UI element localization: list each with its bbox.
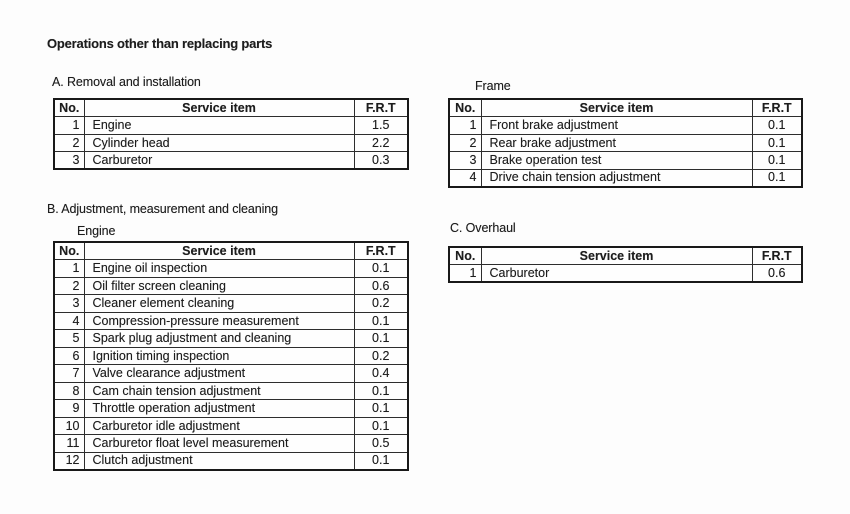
table-row [54,400,408,418]
column-header-item: Service item [481,99,752,117]
cell-no: 9 [54,400,84,418]
table-header-row [449,99,802,117]
cell-item: Carburetor idle adjustment [84,417,354,435]
cell-item: Rear brake adjustment [481,134,752,152]
cell-item: Engine [84,117,354,135]
cell-no: 2 [54,134,84,152]
cell-item: Ignition timing inspection [84,347,354,365]
subheading-frame: Frame [475,79,511,93]
cell-frt: 0.2 [354,295,408,313]
cell-item: Cleaner element cleaning [84,295,354,313]
table-row [54,117,408,135]
cell-frt: 0.4 [354,365,408,383]
table-row [449,169,802,187]
cell-item: Front brake adjustment [481,117,752,135]
adjustment-table [53,241,409,471]
overhaul-table [448,246,803,283]
column-header-frt: F.R.T [752,99,802,117]
cell-frt: 0.6 [354,277,408,295]
table-row [54,260,408,278]
table-row [449,117,802,135]
table-row [54,347,408,365]
cell-no: 1 [54,117,84,135]
cell-frt: 0.1 [354,330,408,348]
cell-no: 1 [449,117,481,135]
cell-no: 12 [54,452,84,470]
cell-frt: 0.1 [354,260,408,278]
cell-frt: 0.6 [752,265,802,283]
table-row [449,134,802,152]
cell-no: 8 [54,382,84,400]
cell-no: 4 [449,169,481,187]
table-row [54,312,408,330]
cell-no: 4 [54,312,84,330]
cell-item: Oil filter screen cleaning [84,277,354,295]
table-row [54,277,408,295]
table-row [449,152,802,170]
section-heading-removal: A. Removal and installation [52,75,201,89]
column-header-item: Service item [84,242,354,260]
removal-table [53,98,409,170]
cell-item: Throttle operation adjustment [84,400,354,418]
cell-no: 10 [54,417,84,435]
cell-frt: 0.1 [354,452,408,470]
table-row [54,134,408,152]
cell-frt: 0.1 [752,169,802,187]
cell-item: Engine oil inspection [84,260,354,278]
section-heading-overhaul: C. Overhaul [450,221,516,235]
cell-no: 6 [54,347,84,365]
cell-no: 1 [54,260,84,278]
table-row [54,382,408,400]
column-header-no: No. [54,242,84,260]
column-header-no: No. [449,99,481,117]
column-header-item: Service item [481,247,752,265]
column-header-item: Service item [84,99,354,117]
cell-item: Carburetor [84,152,354,170]
column-header-frt: F.R.T [752,247,802,265]
table-header-row [54,99,408,117]
cell-frt: 0.1 [752,117,802,135]
cell-item: Cylinder head [84,134,354,152]
cell-no: 3 [54,152,84,170]
cell-no: 2 [54,277,84,295]
cell-no: 1 [449,265,481,283]
table-header-row [54,242,408,260]
table-row [54,152,408,170]
cell-item: Compression-pressure measurement [84,312,354,330]
cell-frt: 0.1 [354,312,408,330]
cell-item: Valve clearance adjustment [84,365,354,383]
cell-no: 11 [54,435,84,453]
cell-item: Drive chain tension adjustment [481,169,752,187]
cell-frt: 0.1 [354,417,408,435]
cell-no: 7 [54,365,84,383]
page-title: Operations other than replacing parts [47,36,273,51]
cell-no: 2 [449,134,481,152]
column-header-no: No. [449,247,481,265]
cell-item: Cam chain tension adjustment [84,382,354,400]
table-row [449,265,802,283]
column-header-frt: F.R.T [354,99,408,117]
column-header-no: No. [54,99,84,117]
cell-no: 3 [449,152,481,170]
cell-frt: 0.1 [752,152,802,170]
table-header-row [449,247,802,265]
cell-frt: 0.3 [354,152,408,170]
table-row [54,365,408,383]
cell-frt: 0.1 [354,382,408,400]
frame-table [448,98,803,188]
cell-item: Carburetor [481,265,752,283]
cell-no: 3 [54,295,84,313]
cell-frt: 1.5 [354,117,408,135]
subheading-engine: Engine [77,224,116,238]
cell-item: Spark plug adjustment and cleaning [84,330,354,348]
cell-frt: 0.5 [354,435,408,453]
table-row [54,452,408,470]
cell-frt: 0.1 [752,134,802,152]
table-row [54,330,408,348]
cell-item: Carburetor float level measurement [84,435,354,453]
table-row [54,295,408,313]
cell-frt: 2.2 [354,134,408,152]
cell-no: 5 [54,330,84,348]
section-heading-adjustment: B. Adjustment, measurement and cleaning [47,202,278,216]
cell-item: Brake operation test [481,152,752,170]
table-row [54,435,408,453]
cell-frt: 0.2 [354,347,408,365]
table-row [54,417,408,435]
cell-item: Clutch adjustment [84,452,354,470]
column-header-frt: F.R.T [354,242,408,260]
cell-frt: 0.1 [354,400,408,418]
